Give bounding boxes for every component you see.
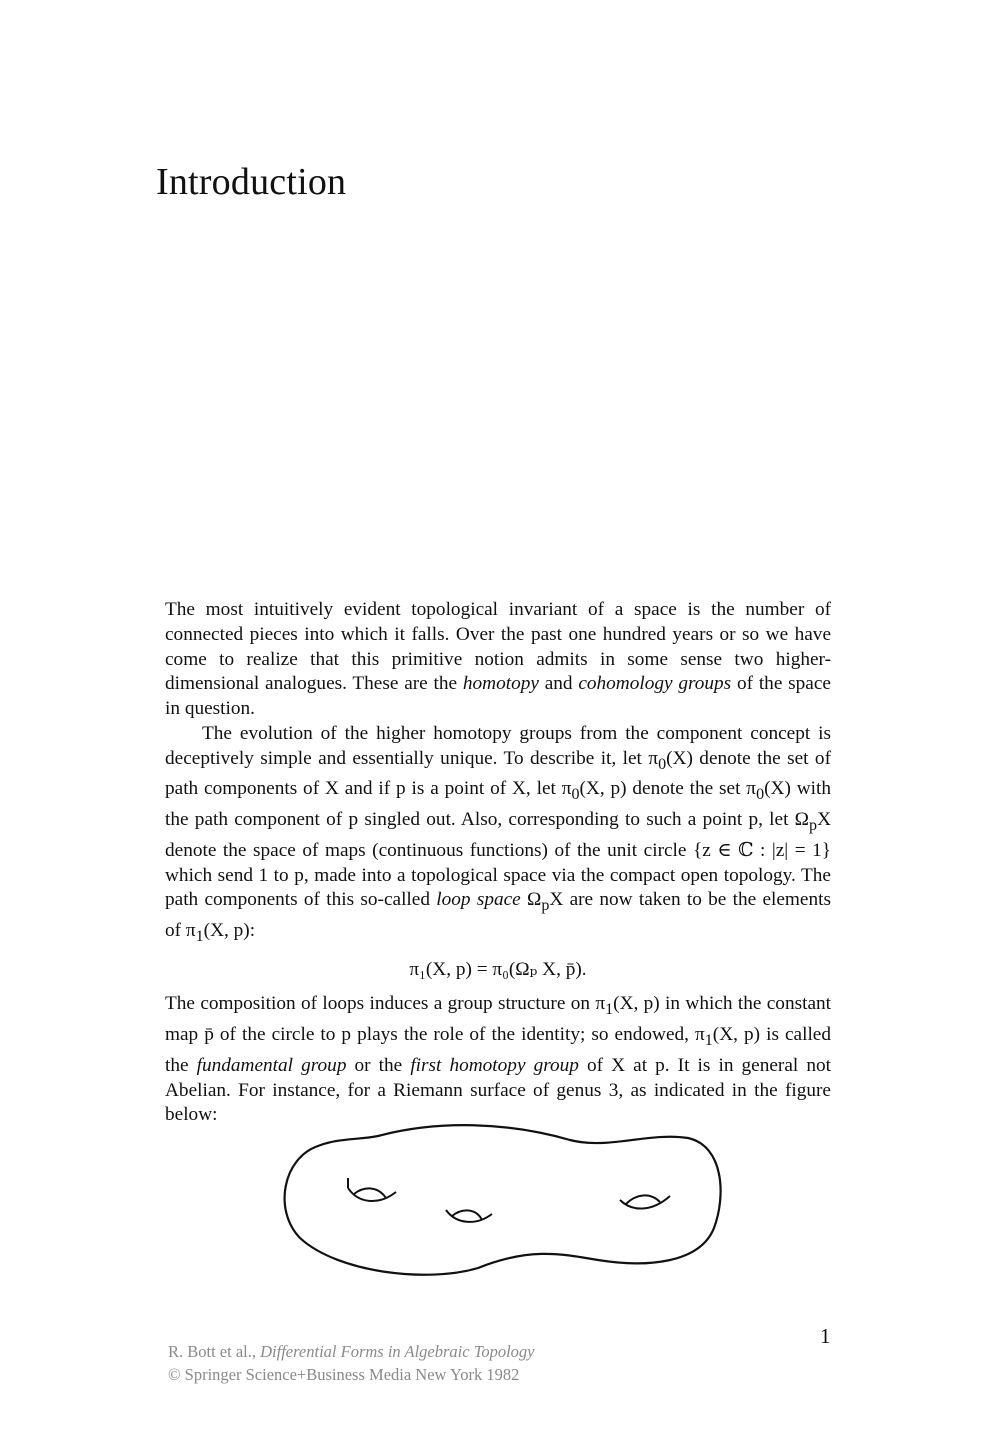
handle-2 bbox=[446, 1210, 492, 1222]
emphasis: cohomology groups bbox=[578, 673, 732, 695]
subscript: 1 bbox=[605, 1001, 614, 1019]
text-run: (X, p) is called the bbox=[165, 1024, 831, 1076]
text-run: (X, p) in which the constant map p̄ of the circle to p plays the role of the identity; so endowed, π bbox=[165, 993, 831, 1046]
text-run: Ω bbox=[520, 889, 542, 911]
paragraph-2 bbox=[165, 722, 831, 950]
body-text bbox=[165, 598, 831, 1128]
emphasis: fundamental group bbox=[196, 1054, 347, 1076]
citation-authors: R. Bott et al., bbox=[168, 1342, 261, 1361]
subscript: p bbox=[541, 897, 550, 915]
text-run: of the space in question. bbox=[165, 673, 831, 720]
emphasis: first homotopy group bbox=[410, 1054, 579, 1076]
text-run: or the bbox=[346, 1054, 411, 1076]
text-run: and bbox=[538, 673, 579, 695]
text-run: (X, p): bbox=[203, 920, 256, 941]
subscript: p bbox=[809, 816, 818, 834]
book-title: Differential Forms in Algebraic Topology bbox=[260, 1342, 535, 1361]
text-run: of X at p. It is in general not Abelian. For instance, for a Riemann surface of genus 3, as indicated in the figure below: bbox=[165, 1054, 831, 1126]
text-run: The most intuitively evident topological invariant of a space is the number of connected pieces into which it falls. Over the past one hundred years or so we have come to realize that this primitive notion admits in some sense two higher-dimensional analogues. These are the bbox=[165, 599, 831, 695]
handle-1 bbox=[348, 1178, 396, 1201]
subscript: 0 bbox=[756, 786, 765, 804]
display-equation: π₁(X, p) = π₀(Ωₚ X, p̄). bbox=[409, 958, 587, 980]
text-run: X denote the space of maps (continuous functions) of the unit circle {z ∈ ℂ : |z| = 1} which send 1 to p, made into a topological space via the compact open topology. The path components of this so-called bbox=[165, 809, 831, 911]
emphasis: loop space bbox=[436, 889, 521, 911]
text-run: (X, p) denote the set π bbox=[579, 778, 757, 800]
subscript: 1 bbox=[704, 1031, 713, 1049]
handle-3 bbox=[620, 1195, 670, 1208]
text-run: X are now taken to be the elements of π bbox=[165, 889, 831, 941]
text-run: The evolution of the higher homotopy groups from the component concept is deceptively simple and essentially unique. To describe it, let π bbox=[165, 722, 831, 769]
text-run: (X) with the path component of p singled out. Also, corresponding to such a point p, let Ω bbox=[165, 778, 831, 831]
subscript: 1 bbox=[195, 927, 204, 945]
copyright-footer bbox=[168, 1340, 535, 1386]
text-run: The composition of loops induces a group structure on π bbox=[165, 993, 606, 1015]
citation-line bbox=[168, 1340, 535, 1363]
chapter-title: Introduction bbox=[156, 161, 347, 203]
page-number: 1 bbox=[820, 1324, 831, 1348]
text-run: (X) denote the set of path components of X and if p is a point of X, let π bbox=[165, 747, 831, 800]
paragraph-3 bbox=[165, 992, 831, 1128]
subscript: 0 bbox=[571, 786, 580, 804]
genus-3-surface-figure bbox=[278, 1118, 728, 1278]
surface-outline bbox=[285, 1125, 721, 1275]
subscript: 0 bbox=[658, 755, 667, 773]
paragraph-1 bbox=[165, 598, 831, 722]
copyright-line: © Springer Science+Business Media New York 1982 bbox=[168, 1365, 520, 1384]
emphasis: homotopy bbox=[462, 673, 539, 695]
